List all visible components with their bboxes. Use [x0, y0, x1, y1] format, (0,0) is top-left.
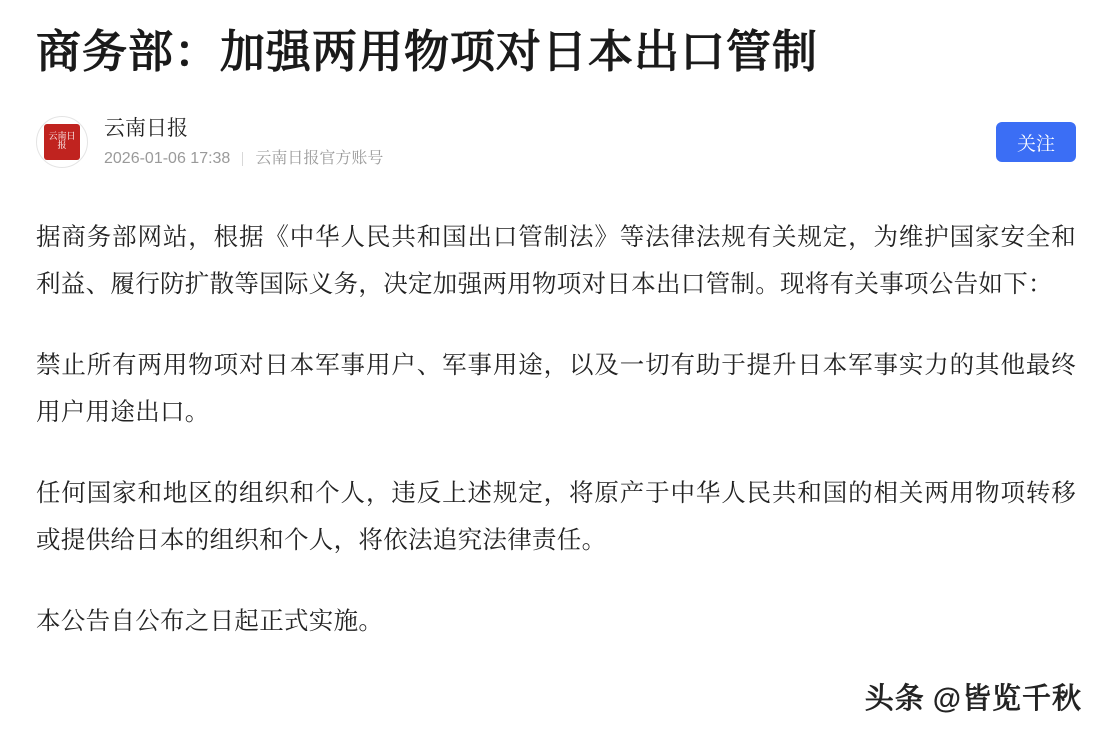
- article-paragraph: 禁止所有两用物项对日本军事用户、军事用途，以及一切有助于提升日本军事实力的其他最终用户用途出口。: [36, 352, 1076, 427]
- avatar[interactable]: [36, 116, 88, 168]
- meta-subline: [104, 149, 383, 169]
- account-label: 云南日报官方账号: [255, 149, 384, 167]
- timestamp: 2026-01-06 17:38: [104, 149, 231, 167]
- article-paragraph: 本公告自公布之日起正式实施。: [36, 608, 384, 636]
- article-meta: [36, 114, 1076, 170]
- watermark-brand: 头条: [864, 683, 925, 715]
- page-title: 商务部：加强两用物项对日本出口管制: [36, 26, 819, 77]
- source-name[interactable]: 云南日报: [104, 116, 188, 140]
- article-paragraph: 据商务部网站，根据《中华人民共和国出口管制法》等法律法规有关规定，为维护国家安全和利益、履行防扩散等国际义务，决定加强两用物项对日本出口管制。现将有关事项公告如下：: [36, 224, 1076, 299]
- follow-button[interactable]: 关注: [996, 122, 1076, 162]
- watermark-handle: @皆览千秋: [932, 683, 1082, 715]
- article-body: [36, 214, 1076, 645]
- article-paragraph: 任何国家和地区的组织和个人，违反上述规定，将原产于中华人民共和国的相关两用物项转移或提供给日本的组织和个人，将依法追究法律责任。: [36, 480, 1076, 555]
- source-info: [104, 116, 383, 169]
- meta-divider: [242, 152, 243, 166]
- avatar-seal-text: 云南日报: [44, 124, 80, 160]
- watermark: [865, 676, 1082, 717]
